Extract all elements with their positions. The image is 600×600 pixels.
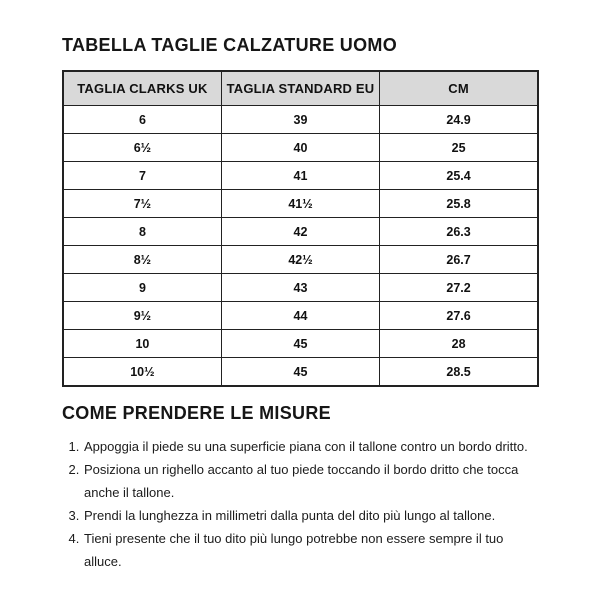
table-row (63, 330, 538, 358)
cell-cm: 26.7 (380, 246, 538, 274)
instruction-item: 1. Appoggia il piede su una superficie piana con il tallone contro un bordo dritto. (83, 435, 540, 458)
instruction-item: 2. Posiziona un righello accanto al tuo piede toccando il bordo dritto che tocca anche il tallone. (83, 458, 540, 504)
table-header-row (63, 71, 538, 106)
table-row (63, 246, 538, 274)
size-table-body (63, 106, 538, 386)
cell-eu: 40 (221, 134, 379, 162)
cell-uk: 6 (63, 106, 221, 134)
table-row (63, 134, 538, 162)
cell-eu: 42 (221, 218, 379, 246)
cell-uk: 10½ (63, 358, 221, 386)
table-row (63, 162, 538, 190)
instruction-item: 3. Prendi la lunghezza in millimetri dalla punta del dito più lungo al tallone. (83, 504, 540, 527)
cell-uk: 9 (63, 274, 221, 302)
cell-cm: 28.5 (380, 358, 538, 386)
table-row (63, 190, 538, 218)
table-row (63, 274, 538, 302)
column-header-cm: CM (380, 71, 538, 106)
table-row (63, 106, 538, 134)
page-title: TABELLA TAGLIE CALZATURE UOMO (62, 35, 397, 55)
cell-uk: 7½ (63, 190, 221, 218)
cell-uk: 10 (63, 330, 221, 358)
column-header-clarks-uk: TAGLIA CLARKS UK (63, 71, 221, 106)
size-table-head (63, 71, 538, 106)
cell-eu: 41½ (221, 190, 379, 218)
column-header-standard-eu: TAGLIA STANDARD EU (221, 71, 379, 106)
measuring-section-title: COME PRENDERE LE MISURE (62, 402, 331, 423)
cell-eu: 43 (221, 274, 379, 302)
cell-cm: 24.9 (380, 106, 538, 134)
cell-uk: 8½ (63, 246, 221, 274)
table-row (63, 302, 538, 330)
cell-cm: 27.2 (380, 274, 538, 302)
size-table (62, 70, 539, 387)
cell-uk: 8 (63, 218, 221, 246)
cell-cm: 26.3 (380, 218, 538, 246)
cell-eu: 45 (221, 330, 379, 358)
cell-cm: 25.8 (380, 190, 538, 218)
cell-eu: 41 (221, 162, 379, 190)
cell-eu: 44 (221, 302, 379, 330)
cell-uk: 9½ (63, 302, 221, 330)
table-row (63, 218, 538, 246)
cell-eu: 42½ (221, 246, 379, 274)
cell-cm: 25.4 (380, 162, 538, 190)
cell-cm: 28 (380, 330, 538, 358)
cell-eu: 39 (221, 106, 379, 134)
table-row (63, 358, 538, 386)
cell-uk: 6½ (63, 134, 221, 162)
measure-instructions-list (62, 435, 540, 573)
cell-uk: 7 (63, 162, 221, 190)
cell-cm: 27.6 (380, 302, 538, 330)
cell-cm: 25 (380, 134, 538, 162)
instruction-item: 4. Tieni presente che il tuo dito più lungo potrebbe non essere sempre il tuo alluce. (83, 527, 540, 573)
cell-eu: 45 (221, 358, 379, 386)
